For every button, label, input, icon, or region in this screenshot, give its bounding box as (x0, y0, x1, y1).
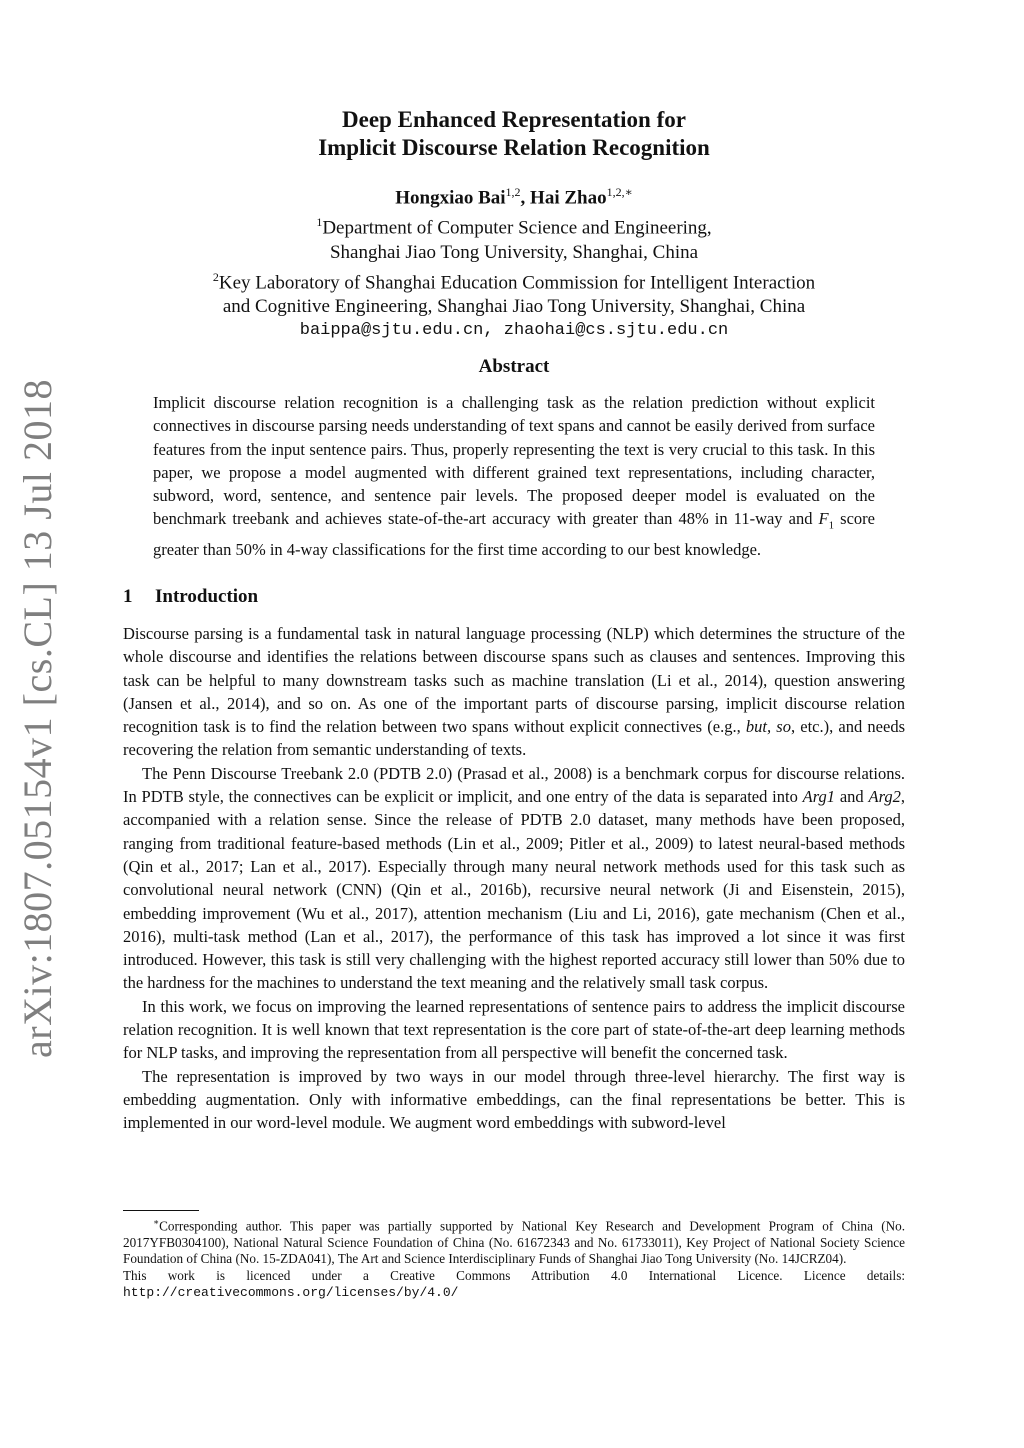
licence-url[interactable]: http://creativecommons.org/licenses/by/4.0/ (123, 1285, 459, 1301)
affiliation-1-line-2: Shanghai Jiao Tong University, Shanghai, China (329, 241, 699, 263)
paragraph: In this work, we focus on improving the learned representations of sentence pairs to address the implicit discourse relation recognition. It is well known that text representation is the core part of state-of-the-art deep learning methods for NLP tasks, and improving the representation from all perspective will benefit the concerned task. (123, 996, 905, 1063)
affiliation-1-line-1: $^1$Department of Computer Science and Engineering, (316, 215, 712, 239)
author-affiliation-mark: 1,2,∗ (606, 185, 633, 199)
section-title: Introduction (155, 586, 259, 607)
paper-title-line-2: Implicit Discourse Relation Recognition (318, 135, 710, 160)
footnote-divider (123, 1210, 199, 1211)
introduction-body (123, 622, 905, 1135)
section-number: 1 (123, 586, 133, 607)
paragraph: Discourse parsing is a fundamental task in natural language processing (NLP) which determines the structure of the whole discourse and identifies the relations between discourse spans such as clauses and sentences. Improving this task can be helpful to many downstream tasks such as machine translation (Li et al., 2014), question answering (Jansen et al., 2014), and so on. As one of the important parts of discourse parsing, implicit discourse relation recognition task is to find the relation between two spans without explicit connectives (e.g., but, so, etc.), and needs recovering the relation from semantic understanding of texts. (123, 624, 905, 760)
affiliation-2-line-1: $^2$Key Laboratory of Shanghai Education Commission for Intelligent Interaction (212, 269, 816, 293)
footnotes (123, 1214, 905, 1302)
paragraph: The representation is improved by two ways in our model through three-level hierarchy. The first way is embedding augmentation. Only with informative embeddings, can the final representations be better. This is implemented in our word-level module. We augment word embeddings with subword-level (123, 1066, 905, 1133)
arxiv-identifier-stamp: arXiv:1807.05154v1 [cs.CL] 13 Jul 2018 (15, 379, 60, 1058)
author-affiliation-mark: 1,2 (505, 185, 521, 199)
author-list: Hongxiao Bai$^{1,2}$, Hai Zhao$^{1,2,∗}$ (395, 185, 633, 209)
author-name: Hai Zhao (530, 187, 607, 209)
author-name: Hongxiao Bai (395, 187, 506, 209)
footnote-licence: This work is licenced under a Creative Commons Attribution 4.0 International Licence. Licence details: http://creativecommons.org/licenses/by/4.0/ (123, 1267, 905, 1301)
paper-header (123, 106, 905, 343)
author-emails: baippa@sjtu.edu.cn, zhaohai@cs.sjtu.edu.cn (299, 320, 729, 340)
affiliation-2-line-2: and Cognitive Engineering, Shanghai Jiao Tong University, Shanghai, China (222, 295, 806, 317)
footnote-corresponding-author: ∗Corresponding author. This paper was partially supported by National Key Research and Development Program of China (No. 2017YFB0304100), National Natural Science Foundation of China (No. 61672343 and No. 61733011), Key Project of National Society Science Foundation of China (No. 15-ZDA041), The Art and Science Interdisciplinary Funds of Shanghai Jiao Tong University (No. 14JCRZ04). (123, 1217, 905, 1267)
abstract-heading: Abstract (478, 356, 550, 377)
section-heading-introduction (123, 586, 258, 608)
paragraph: The Penn Discourse Treebank 2.0 (PDTB 2.0) (Prasad et al., 2008) is a benchmark corpus for discourse relations. In PDTB style, the connectives can be explicit or implicit, and one entry of the data is separated into Arg1 and Arg2, accompanied with a relation sense. Since the release of PDTB 2.0 dataset, many methods have been proposed, ranging from traditional feature-based methods (Lin et al., 2009; Pitler et al., 2009) to latest neural-based methods (Qin et al., 2017; Lan et al., 2017). Especially through many neural network methods used for this task such as convolutional neural network (CNN) (Qin et al., 2016b), recursive neural network (Ji and Eisenstein, 2015), embedding improvement (Wu et al., 2017), attention mechanism (Liu and Li, 2016), gate mechanism (Chen et al., 2016), multi-task method (Lan et al., 2017), the performance of this task has improved a lot since it was first introduced. However, this task is still very challenging with the highest reported accuracy still lower than 50% due to the hardness for the machines to understand the text meaning and the relatively small task corpus. (123, 763, 906, 993)
abstract-text: Implicit discourse relation recognition is a challenging task as the relation prediction without explicit connectives in discourse parsing needs understanding of text spans and cannot be easily derived from surface features from the input sentence pairs. Thus, properly representing the text is very crucial to this task. In this paper, we propose a model augmented with different grained text representations, including character, subword, word, sentence, and sentence pair levels. The proposed deeper model is evaluated on the benchmark treebank and achieves state-of-the-art accuracy with greater than 48% in 11-way and $F_1$ score greater than 50% in 4-way classifications for the first time according to our best knowledge. (153, 393, 875, 560)
paper-title-line-1: Deep Enhanced Representation for (342, 107, 686, 132)
